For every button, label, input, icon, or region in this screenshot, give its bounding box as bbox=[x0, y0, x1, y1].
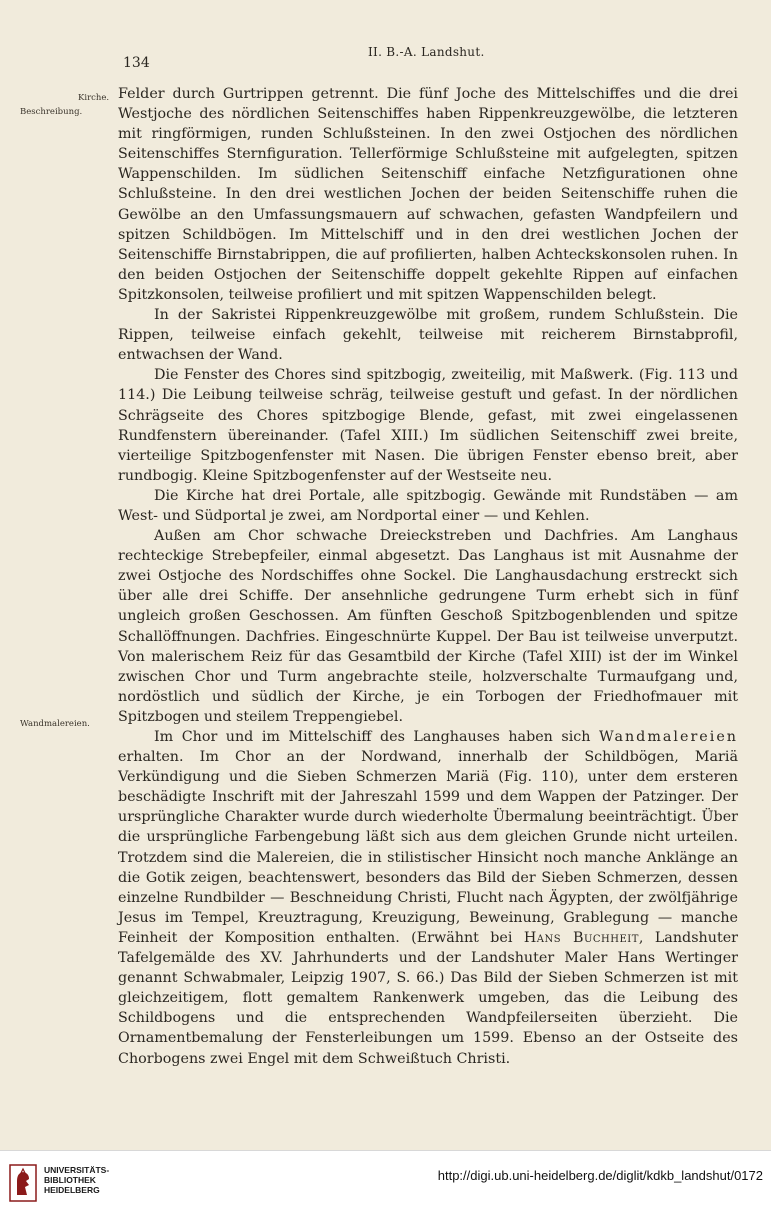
margin-note-kirche: Kirche. bbox=[78, 93, 110, 103]
paragraph-wall-paintings-middle: erhalten. Im Chor an der Nordwand, innerhalb der Schildbögen, Mariä Verkündigung und die Sieben Schmerzen Mariä (Fig. 110), unter dem ersteren beschädigte Inschrift mit der Jahreszahl 1599 und dem Wappen der Patzinger. Der ursprüngliche Charakter wurde durch wiederholte Übermalung beeinträchtigt. Über die ursprüngliche Farbengebung läßt sich aus dem gleichen Grunde nicht urteilen. Trotzdem sind die Malereien, die in stilistischer Hinsicht noch manche Anklänge an die Gotik zeigen, beachtenswert, besonders das Bild der Sieben Schmerzen, dessen einzelne Rundbilder — Beschneidung Christi, Flucht nach Ägypten, der zwölfjährige Jesus im Tempel, Kreuztragung, Kreuzigung, Beweinung, Grablegung — manche Feinheit der Komposition enthalten. (Erwähnt bei bbox=[118, 749, 738, 946]
paragraph-wall-paintings bbox=[118, 727, 738, 1069]
source-url[interactable]: http://digi.ub.uni-heidelberg.de/diglit/kdkb_landshut/0172 bbox=[437, 1168, 763, 1183]
paragraph-wall-paintings-end: , Landshuter Tafelgemälde des XV. Jahrhunderts und der Landshuter Maler Hans Wertinger genannt Schwabmaler, Leipzig 1907, S. 66.) Das Bild der Sieben Schmerzen ist mit gleichzeitigem, flott gemaltem Rankenwerk umgeben, das die Leibung des Schildbogens und die entsprechenden Wandpfeilerseiten überzieht. Die Ornamentbemalung der Fensterleibungen um 1599. Ebenso an der Ostseite des Chorbogens zwei Engel mit dem Schweißtuch Christi. bbox=[118, 929, 738, 1067]
running-head: II. B.-A. Landshut. bbox=[368, 45, 485, 59]
page-number: 134 bbox=[123, 55, 150, 71]
paragraph-windows: Die Fenster des Chores sind spitzbogig, zweiteilig, mit Maßwerk. (Fig. 113 und 114.) Die Leibung teilweise schräg, teilweise gestuft und gefast. In der nördlichen Schrägseite des Chores spitzbogige Blende, gefast, mit zwei eingelassenen Rundfenstern übereinander. (Tafel XIII.) Im südlichen Seitenschiff zwei breite, vierteilige Spitzbogenfenster mit Nasen. Die übrigen Fenster ebenso breit, aber rundbogig. Kleine Spitzbogenfenster auf der Westseite neu. bbox=[118, 367, 738, 484]
margin-note-beschreibung: Beschreibung. bbox=[20, 107, 83, 117]
paragraph-sakristei: In der Sakristei Rippenkreuzgewölbe mit großem, rundem Schlußstein. Die Rippen, teilweise einfach gekehlt, teilweise mit reicherem Birnstabprofil, entwachsen der Wand. bbox=[118, 307, 738, 364]
body-text bbox=[118, 84, 738, 1069]
footer-bar bbox=[0, 1150, 771, 1212]
paragraph-wall-paintings-start: Im Chor und im Mittelschiff des Langhauses haben sich bbox=[154, 729, 591, 745]
term-wandmalereien: Wandmalereien bbox=[599, 729, 738, 745]
library-name: UNIVERSITÄTS- BIBLIOTHEK HEIDELBERG bbox=[44, 1165, 110, 1195]
library-lion-logo-icon bbox=[8, 1163, 38, 1203]
margin-note-wandmalereien: Wandmalereien. bbox=[20, 719, 90, 729]
paragraph-portals: Die Kirche hat drei Portale, alle spitzbogig. Gewände mit Rundstäben — am West- und Südportal je zwei, am Nordportal einer — und Kehlen. bbox=[118, 487, 738, 524]
paragraph-vaults: Felder durch Gurtrippen getrennt. Die fünf Joche des Mittelschiffes und die drei Westjoche des nördlichen Seitenschiffes haben Rippenkreuzgewölbe, die letzteren mit ringförmigen, runden Schlußsteinen. In den zwei Ostjochen des nördlichen Seitenschiffes Sternfiguration. Tellerförmige Schlußsteine mit aufgelegten, spitzen Wappenschilden. Im südlichen Seitenschiff einfache Netzfigurationen ohne Schlußsteine. In den drei westlichen Jochen der beiden Seitenschiffe ruhen die Gewölbe an den Umfassungsmauern auf schwachen, gefasten Wandpfeilern und spitzen Schildbögen. Im Mittelschiff und in den drei westlichen Jochen der Seitenschiffe Birnstabrippen, die auf profilierten, halben Achteckskonsolen ruhen. In den beiden Ostjochen der Seitenschiffe doppelt gekehlte Rippen auf einfachen Spitzkonsolen, teilweise profiliert und mit spitzen Wappenschilden belegt. bbox=[118, 86, 738, 303]
author-name: Hans Buchheit bbox=[523, 929, 639, 946]
paragraph-exterior: Außen am Chor schwache Dreieckstreben und Dachfries. Am Langhaus rechteckige Strebepfeiler, einmal abgesetzt. Das Langhaus ist mit Ausnahme der zwei Ostjoche des Nordschiffes ohne Sockel. Die Langhausdachung erstreckt sich über alle drei Schiffe. Der ansehnliche gedrungene Turm erhebt sich in fünf ungleich großen Geschossen. Am fünften Geschoß Spitzbogenblenden und spitze Schallöffnungen. Dachfries. Eingeschnürte Kuppel. Der Bau ist teilweise unverputzt. Von malerischem Reiz für das Gesamtbild der Kirche (Tafel XIII) ist der im Winkel zwischen Chor und Turm angebrachte steile, holzverschalte Turmaufgang und, nordöstlich und südlich der Kirche, je ein Torbogen der Friedhofmauer mit Spitzbogen und steilem Treppengiebel. bbox=[118, 528, 738, 725]
